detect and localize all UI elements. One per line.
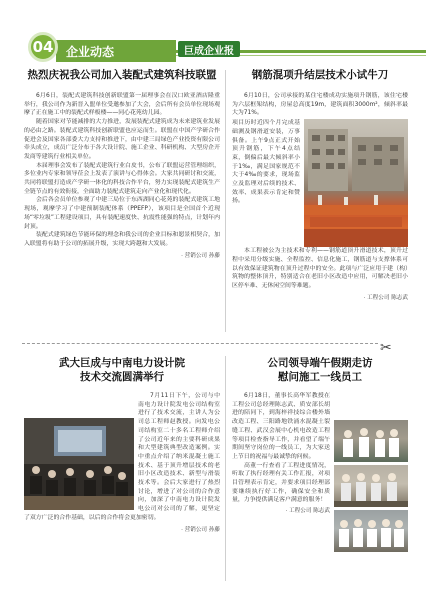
photo-column xyxy=(334,420,408,552)
paragraph: 6月6日，装配式建筑科技创新联盟第一届理事会在汉口欧亚酒店隆重举行，我公司作为新晋入盟单位受邀参加了大会，会后所有会员单位现场观摩了正在施工中的装配式样板楼——同心花苑幼儿园。 xyxy=(24,93,220,117)
section-label: 企业动态 xyxy=(66,44,115,59)
article-body xyxy=(232,392,330,552)
article-holiday-visit xyxy=(232,356,408,552)
title-line: 公司领导端午假期走访 xyxy=(267,357,373,369)
meeting-photo xyxy=(24,418,134,510)
article-alliance xyxy=(24,68,220,259)
scissors-icon: ✂ xyxy=(380,340,392,356)
article-title: 钢筋混项升结层技术小试牛刀 xyxy=(251,69,389,81)
column-divider xyxy=(225,70,226,332)
article-title xyxy=(24,356,220,384)
byline: · 工程公司 陈志武 xyxy=(363,294,408,301)
paragraph: 6月10日，公司承接的某住宅楼成功实施项升钢筋，该住宅楼为六层框架结构，房屋总高度19m，建筑面积3000m²，倾斜率最大为71%。 xyxy=(232,93,408,117)
paragraph: 7月11日下午，公司与中南电力设计院发电公司结构室进行了技术交流，主讲人为公司总工程师赵教授。向发电公司结构室二十多名工程师介绍了公司近年来的主要科研成果和大型建筑典型改造案例。实中重点介绍了纳米混凝土施工技术、基于顶升增层技术的老旧小区改造技术、新型与滑装技术等。会后大家进行了热烈讨论，增进了对公司的合作意向，加深了中南电力设计院发电公司对公司的了解，更坚定了双方广泛的合作基础，以后的合作将会更加密切。 xyxy=(24,393,220,521)
article-body xyxy=(232,92,408,291)
section-divider xyxy=(22,343,378,344)
group-photo-illustration xyxy=(334,465,408,507)
paragraph: 本工程被公为主技术和专利——钢筋道顶升滑道技术，顶升过程中采用分级实施、全程监控、信息化施工，钢筋道与支撑体系可以有效保证建筑物在顶升过程中的安全。此项与广泛应用于建（构）筑物的整体顶升，特别适合在老旧小区改造中应用，可解决老旧小区停车难、无休闲空间等难题。 xyxy=(232,248,408,289)
paragraph: 装配式建筑绿色节能环保的理念和我公司的企业目标和愿景相契合，加入联盟将有助于公司的拓展升级，实现大跨越和大发展。 xyxy=(24,232,220,247)
paragraph: 本届理事会发布了装配式建筑行业白皮书，公布了联盟运营管理组织，多位业内专家和领导莅会上发表了演讲与心得体会。大家共同研讨和交流，共同将联盟打造成产学研一体化的科技合作平台，努力实现装配式建筑生产全链节点的有效衔接，全面助力装配式建筑走向产业化和现代化。 xyxy=(24,162,220,195)
group-photo xyxy=(334,420,408,462)
byline: · 营销公司 孙藤 xyxy=(181,526,220,533)
article-body xyxy=(24,392,220,523)
title-line: 武大巨成与中南电力设计院 xyxy=(59,357,185,369)
article-jacking xyxy=(232,68,408,301)
group-photo-illustration xyxy=(334,420,408,462)
column-divider xyxy=(225,356,226,581)
article-body xyxy=(24,92,220,249)
title-line: 慰问施工一线员工 xyxy=(278,371,362,383)
article-title: 热烈庆祝我公司加入装配式建筑科技联盟 xyxy=(27,69,217,81)
meeting-room-illustration xyxy=(24,418,134,510)
group-photo xyxy=(334,465,408,507)
section-title xyxy=(56,40,176,62)
page-number-badge: 04 xyxy=(28,32,58,62)
byline: · 工程公司 陈志武 xyxy=(285,508,330,515)
page-header xyxy=(0,0,430,64)
paragraph: 高董一行查看了工程进度情况，听取了执行经理有关工作汇报，对项目管理表示肯定，并要求项目经理部要继续执行好工作，确保安全和质量，力争提供满足客户满意的服务！ xyxy=(232,462,330,504)
article-title xyxy=(232,356,408,384)
paragraph: 项目历时近四个月完成基础测及钢滑道安装，万事俱备。上午9点正式开始顶升钢筋，下午4点结束，倒偏后最大倾斜率小于1‰，满足国家规范不大于4‰的要求，现场监立及监理对后续的技术、效率、成果表示肯定和赞扬。 xyxy=(232,120,300,205)
byline: · 营销公司 孙藤 xyxy=(181,252,220,259)
brand-badge: 巨成企业报 xyxy=(178,41,240,57)
group-photo xyxy=(334,510,408,552)
paragraph: 6月18日，董事长高华军教授在工程公司总经理陈志武、质安部长胡进的陪同下，到海梓祥技综合楼外墙改造工程、三阳路地铁涌水混凝土裂缝工程、武汉会展中心机电改造工程等项目检查指导工作，并看望了端午期间坚守岗位的一线员工，为大家送上节日的祝福与最诚挚的问候。 xyxy=(232,393,330,460)
article-tech-exchange xyxy=(24,356,220,533)
title-line: 技术交流圆满举行 xyxy=(80,371,164,383)
paragraph: 会后各会员单位参观了中建三局位于东西湖同心花苑的装配式建筑工地现场，观摩学习了中建预制装配体系（PPEFP），该项目是全国首个近现场“零垃圾”工程建设项目，具有装配速度快、抗震性能强的特点，计划年内封顶。 xyxy=(24,197,220,230)
group-photo-illustration xyxy=(334,510,408,552)
building-illustration xyxy=(304,119,408,247)
paragraph: 随着国家对节能减排的大力推进，发展装配式建筑成为未来建筑业发展的必由之路。装配式建筑科技创新联盟也应运而生。联盟在中国产学研合作促进会及国家各部委大力支持和推进下，由中建三局绿色产业投资有限公司牵头成立，成员广泛分布于各大设计院、施工企业、科研机构、大型房企开发商等建筑行业相关单位。 xyxy=(24,119,220,160)
construction-site-photo xyxy=(304,119,408,247)
